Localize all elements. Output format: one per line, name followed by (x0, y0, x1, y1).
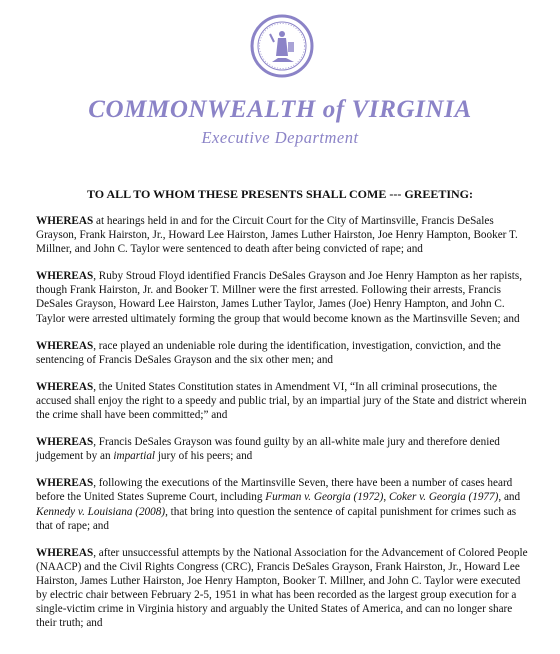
case-citation: Kennedy v. Louisiana (2008) (36, 505, 166, 518)
paragraph-text: at hearings held in and for the Circuit Court for the City of Martinsville, Francis DeSales Grayson, Frank Hairston, Jr., Howard Lee Hairston, James Luther Hairston, Joe Henry Hampton, Booker T. Millner, and John C. Taylor were sentenced to death after being convicted of rape; and (36, 215, 518, 256)
whereas-paragraph-4 (36, 380, 528, 422)
whereas-keyword: WHEREAS (36, 339, 94, 352)
paragraph-text: , and (498, 491, 521, 504)
whereas-keyword: WHEREAS (36, 270, 94, 283)
paragraph-text: , race played an undeniable role during the identification, investigation, conviction, and the sentencing of Francis DeSales Grayson and the six other men; and (36, 339, 501, 366)
whereas-paragraph-3 (36, 339, 528, 367)
whereas-paragraph-5 (36, 435, 528, 463)
emphasis-text: impartial (113, 450, 156, 463)
greeting-heading: TO ALL TO WHOM THESE PRESENTS SHALL COME --- GREETING: (87, 187, 473, 201)
whereas-keyword: WHEREAS (36, 477, 94, 490)
paragraph-text: , following the executions of the Martinsville Seven, there have been a number of cases heard before the United States Supreme Court, including (36, 477, 513, 504)
virginia-seal-icon (250, 14, 314, 78)
paragraph-text: jury of his peers; and (155, 450, 253, 463)
whereas-keyword: WHEREAS (36, 380, 94, 393)
paragraph-text: , Ruby Stroud Floyd identified Francis DeSales Grayson and Joe Henry Hampton as her rapists, though Frank Hairston, Jr. and Booker T. Millner were the first arrested. Following their arrests, Francis DeSales Grayson, Howard Lee Hairston, James Luther Taylor, James (Joe) Henry Hampton, and John C. Taylor were arrested ultimately forming the group that would become known as the Martinsville Seven; and (36, 270, 522, 325)
paragraph-text: , (383, 491, 389, 504)
whereas-paragraph-2 (36, 269, 528, 325)
paragraph-text: , that bring into question the sentence of capital punishment for crimes such as that of rape; and (36, 505, 517, 532)
case-citation: Coker v. Georgia (1977) (388, 491, 499, 504)
whereas-paragraph-1 (36, 214, 528, 256)
proclamation-body (36, 214, 528, 643)
whereas-keyword: WHEREAS (36, 546, 94, 559)
whereas-keyword: WHEREAS (36, 215, 94, 227)
whereas-paragraph-7 (36, 546, 528, 631)
page-subtitle: Executive Department (201, 128, 359, 147)
whereas-keyword: WHEREAS (36, 436, 94, 449)
paragraph-text: , the United States Constitution states in Amendment VI, “In all criminal prosecutions, the accused shall enjoy the right to a speedy and public trial, by an impartial jury of the State and district wherein the crime shall have been committed;” and (36, 380, 527, 422)
whereas-paragraph-6 (36, 476, 528, 532)
page-title: COMMONWEALTH of VIRGINIA (88, 96, 472, 123)
paragraph-text: , after unsuccessful attempts by the National Association for the Advancement of Colored People (NAACP) and the Civil Rights Congress (CRC), Francis DeSales Grayson, Frank Hairston, Jr., Howard Lee Hairston, James Luther Hairston, Joe Henry Hampton, Booker T. Millner, and John C. Taylor were executed by electric chair between February 2-5, 1951 in what has been recorded as the largest group execution for a single-victim crime in Virginia history and arguably the United States of America, and can no longer share their truth; and (36, 546, 528, 630)
paragraph-text: , Francis DeSales Grayson was found guilty by an all-white male jury and therefore denied judgement by an (36, 436, 500, 463)
case-citation: Furman v. Georgia (1972) (265, 491, 384, 504)
